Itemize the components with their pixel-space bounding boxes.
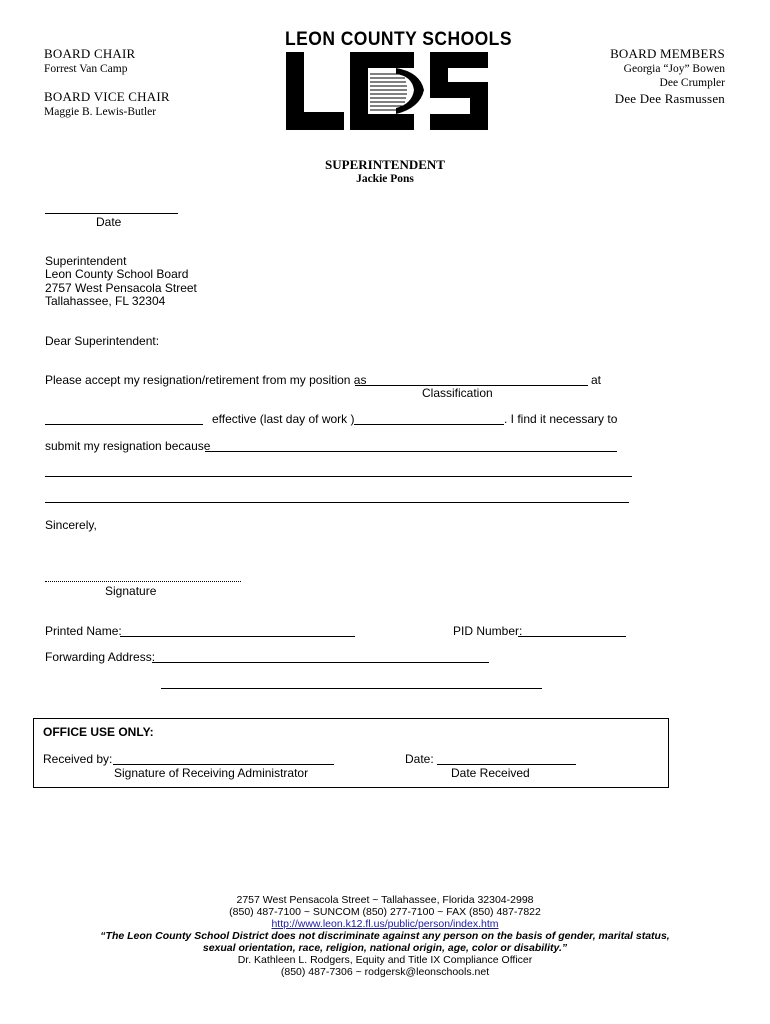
- office-date-label: Date:: [405, 752, 434, 766]
- office-use-title: OFFICE USE ONLY:: [43, 725, 154, 739]
- footer-nondiscrimination-1: “The Leon County School District does not discriminate against any person on the basis of gender, marital status,: [100, 930, 670, 942]
- last-day-field[interactable]: [354, 424, 504, 425]
- address-line-3: 2757 West Pensacola Street: [45, 281, 197, 295]
- closing: Sincerely,: [45, 518, 97, 532]
- date-received-label: Date Received: [451, 766, 530, 780]
- reason-field-3[interactable]: [45, 502, 629, 503]
- forwarding-field-1[interactable]: [152, 662, 489, 663]
- board-chair-title: BOARD CHAIR: [44, 46, 136, 61]
- footer-address: 2757 West Pensacola Street ~ Tallahassee, Florida 32304-2998: [236, 894, 534, 906]
- superintendent-name: Jackie Pons: [356, 173, 414, 185]
- forwarding-field-2[interactable]: [161, 688, 542, 689]
- signature-field[interactable]: [45, 581, 241, 582]
- signature-label: Signature: [105, 584, 157, 598]
- classification-label: Classification: [422, 386, 493, 400]
- at-label: at: [591, 373, 602, 387]
- printed-name-field[interactable]: [120, 636, 355, 637]
- necessary-text: . I find it necessary to: [504, 412, 618, 426]
- board-members-title: BOARD MEMBERS: [610, 46, 725, 61]
- received-by-label: Received by:: [43, 752, 113, 766]
- footer-contact: (850) 487-7306 ~ rodgersk@leonschools.net: [280, 966, 490, 978]
- pid-field[interactable]: [518, 636, 626, 637]
- address-line-1: Superintendent: [45, 254, 127, 268]
- board-member-1: Georgia “Joy” Bowen: [623, 63, 725, 75]
- footer-url-link[interactable]: http://www.leon.k12.fl.us/public/person/index.htm: [271, 918, 499, 930]
- date-line[interactable]: [45, 213, 178, 214]
- address-line-2: Leon County School Board: [45, 267, 189, 281]
- footer-compliance: Dr. Kathleen L. Rodgers, Equity and Title IX Compliance Officer: [237, 954, 533, 966]
- reason-field-1[interactable]: [205, 451, 617, 452]
- lcs-logo-icon: [284, 50, 490, 132]
- date-label: Date: [96, 215, 122, 229]
- superintendent-title: SUPERINTENDENT: [325, 157, 445, 172]
- footer-phones: (850) 487-7100 ~ SUNCOM (850) 277-7100 ~ FAX (850) 487-7822: [229, 906, 541, 918]
- vice-chair-name: Maggie B. Lewis-Butler: [44, 106, 157, 118]
- date-received-field[interactable]: [437, 764, 576, 765]
- board-member-3: Dee Dee Rasmussen: [614, 91, 725, 106]
- reason-field-2[interactable]: [45, 476, 632, 477]
- board-chair-name: Forrest Van Camp: [44, 63, 128, 75]
- salutation: Dear Superintendent:: [45, 334, 160, 348]
- resignation-prefix: Please accept my resignation/retirement from my position as: [45, 373, 367, 387]
- logo-text: LEON COUNTY SCHOOLS: [285, 29, 512, 50]
- pid-label: PID Number:: [453, 624, 523, 638]
- address-line-4: Tallahassee, FL 32304: [45, 294, 166, 308]
- effective-label: effective (last day of work ): [212, 412, 355, 426]
- footer-nondiscrimination-2: sexual orientation, race, religion, national origin, age, color or disability.”: [202, 942, 568, 954]
- board-member-2: Dee Crumpler: [659, 77, 725, 89]
- because-label: submit my resignation because: [45, 439, 211, 453]
- classification-field[interactable]: [45, 424, 203, 425]
- received-by-field[interactable]: [113, 764, 334, 765]
- printed-name-label: Printed Name:: [45, 624, 122, 638]
- receiver-signature-label: Signature of Receiving Administrator: [114, 766, 309, 780]
- forwarding-label: Forwarding Address:: [45, 650, 156, 664]
- vice-chair-title: BOARD VICE CHAIR: [44, 89, 170, 104]
